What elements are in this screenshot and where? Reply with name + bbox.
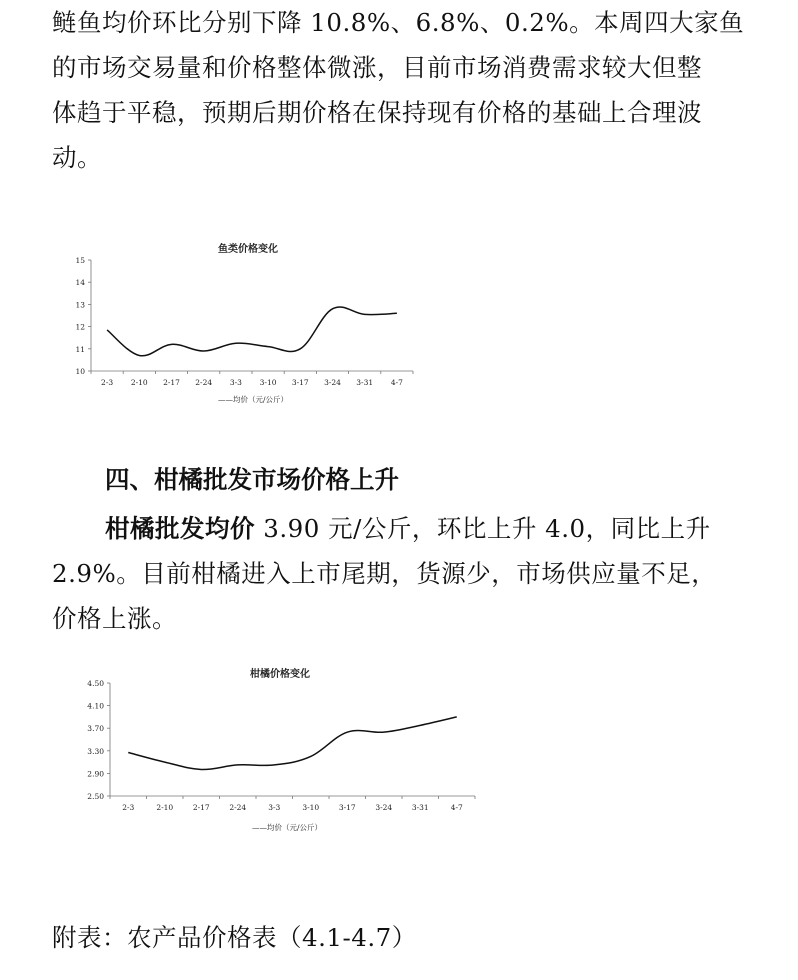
x-tick-label: 3-3	[268, 803, 281, 812]
legend-entry: ——均价（元/公斤）	[217, 395, 289, 404]
legend-entry: ——均价（元/公斤）	[251, 823, 323, 832]
x-tick-label: 2-24	[195, 378, 213, 387]
fish-price-chart-svg	[58, 232, 418, 412]
citrus-price-text: 3.90 元/公斤，环比上升 4.0，同比上升	[255, 514, 711, 543]
paragraph-citrus-summary	[52, 506, 752, 641]
text-line: 价格上涨。	[52, 604, 177, 633]
paragraph-fish-summary	[52, 0, 752, 180]
x-tick-label: 2-3	[122, 803, 135, 812]
citrus-price-chart	[72, 660, 482, 840]
text-line: 鲢鱼均价环比分别下降 10.8%、6.8%、0.2%。本周四大家鱼	[52, 8, 745, 37]
y-tick-label: 4.10	[87, 701, 104, 711]
series-line	[107, 307, 397, 356]
series-line	[128, 717, 457, 770]
y-tick-label: 14	[75, 278, 85, 288]
x-tick-label: 4-7	[450, 803, 463, 812]
citrus-lead-label: 柑橘批发均价	[105, 514, 255, 543]
x-tick-label: 3-10	[259, 378, 277, 387]
fish-price-chart	[58, 232, 418, 412]
text-line: 动。	[52, 143, 102, 172]
x-tick-label: 3-24	[375, 803, 393, 812]
x-tick-label: 3-24	[324, 378, 341, 387]
x-tick-label: 4-7	[390, 378, 403, 387]
x-tick-label: 2-3	[101, 378, 114, 387]
text-line: 体趋于平稳，预期后期价格在保持现有价格的基础上合理波	[52, 98, 702, 127]
appendix-caption: 附表：农产品价格表（4.1-4.7）	[52, 923, 417, 952]
y-tick-label: 4.50	[87, 679, 104, 688]
citrus-price-chart-svg	[72, 660, 482, 840]
y-tick-label: 12	[75, 322, 85, 332]
text-line	[52, 506, 752, 551]
x-tick-label: 2-24	[229, 803, 247, 812]
x-tick-label: 2-17	[192, 803, 210, 812]
y-tick-label: 3.30	[87, 746, 104, 756]
text-line: 的市场交易量和价格整体微涨，目前市场消费需求较大但整	[52, 53, 702, 82]
chart-title: 鱼类价格变化	[218, 244, 278, 255]
chart-title: 柑橘价格变化	[250, 669, 310, 680]
x-tick-label: 3-10	[302, 803, 320, 812]
y-tick-label: 13	[75, 300, 85, 310]
x-tick-label: 3-31	[356, 378, 374, 387]
text-line: 2.9%。目前柑橘进入上市尾期，货源少，市场供应量不足，	[52, 559, 717, 588]
x-tick-label: 3-3	[229, 378, 242, 387]
x-tick-label: 3-31	[411, 803, 429, 812]
y-tick-label: 15	[75, 256, 85, 265]
y-tick-label: 2.50	[87, 792, 104, 801]
x-tick-label: 2-10	[156, 803, 174, 812]
section-heading-citrus: 四、柑橘批发市场价格上升	[105, 465, 399, 494]
x-tick-label: 2-17	[163, 378, 180, 387]
y-tick-label: 2.90	[87, 769, 104, 779]
x-tick-label: 3-17	[338, 803, 356, 812]
y-tick-label: 10	[75, 367, 85, 376]
y-tick-label: 3.70	[87, 724, 104, 734]
x-tick-label: 2-10	[130, 378, 148, 387]
y-tick-label: 11	[75, 344, 85, 354]
x-tick-label: 3-17	[291, 378, 309, 387]
